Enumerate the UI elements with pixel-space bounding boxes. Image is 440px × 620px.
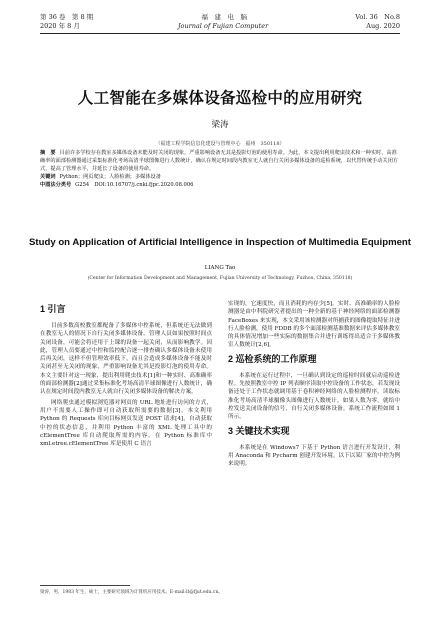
- paper-title-en: Study on Application of Artificial Intelligence in Inspection of Multimedia Equipment: [29, 237, 411, 248]
- paper-title-cn: 人工智能在多媒体设备巡检中的应用研究: [77, 88, 363, 107]
- header-rule: [40, 33, 400, 34]
- right-column: [228, 300, 400, 470]
- section-2-heading: 2 巡检系统的工作原理: [228, 353, 317, 364]
- keywords: [40, 173, 400, 181]
- section-1-paragraph-1: 目前多数高校教室都配备了多媒体中控系统，但系统还无法做到在教室无人的情况下自行关闭多媒体设备。管理人员如果按照时间点关闭设备，可能会将还用于上课的设备一起关闭，从而影响教学。因此，管理人员要通过中控和监控配合逐一排查确认多媒体设备未使用后再关闭，这样不但管理效率低下，而且会造成多媒体设备不能及时关闭甚至无关闭的现象，严重影响设备尤其是投影灯泡的使用寿命。本文主要针对这一现象，提出利用爬虫技术[1]和一种实时、高准确率的面部检测器[2]通过采集标准化考场高清半球图像进行人数统计，确认在规定时间段内教室无人就自行关闭多媒体设备的解决方案。: [40, 323, 212, 396]
- affiliation-cn: （福建工程学院信息化建设与管理中心 福州 350118）: [155, 141, 285, 147]
- clc-label: 中图法分类号: [40, 182, 72, 188]
- abstract-block: [40, 149, 400, 189]
- keywords-label: 关键词: [40, 174, 56, 180]
- affiliation-en: (Center for Information Development and Management, Fujian University of Technology, Fuzhou, China, 350118): [87, 276, 353, 281]
- clc-text: G254 DOI:10.16707/j.cnki.fjpc.2020.08.006: [75, 182, 194, 188]
- running-header: [40, 13, 400, 31]
- volume-en: Vol. 36 No.8: [355, 13, 400, 21]
- classification: [40, 181, 400, 189]
- abstract-text: 目前许多学校存在教室多媒体设备未能及时关闭的现象，严重影响设备无其是投影灯泡的使用寿命。为此，本文提出利用爬虫技术和一种实时、高准确率的面部检测器通过采集标准化考场高清半球图像进行人数统计，确认在规定时间段内教室无人就自行关闭多媒体设备的巡检系统，以代替传统手动关闭方式，提高了管理水平，并延长了设备的使用寿命。: [40, 150, 398, 172]
- abstract: [40, 149, 400, 173]
- author-cn: 梁涛: [211, 120, 229, 130]
- author-footnote: 梁涛，男，1983 年生，硕士，主要研究领域为计算机应用技术。E-mail:lt@fjut.edu.cn。: [40, 590, 223, 595]
- section-3-heading: 3 关键技术实现: [228, 425, 290, 436]
- volume-cn: 第 36 卷 第 8 期: [40, 13, 94, 21]
- section-1-paragraph-3: 实现的，它速度快，而且消耗的内存少[5]。实时、高准确率的人脸检测器是由中科院研究者提出的一种全新的基于神经网络的面部检测器 FaceBoxes 来实现，本文采用该检测器对所捕获的图像提取特征并进行人脸检测，使用 FDDB 的多个面部检测基准数据来评估多媒体教室的具体情况增加一些实际的数据集合并进行训练得出适合于多媒体教室人数统计[2,6]。: [228, 301, 400, 349]
- journal-name-en: Journal of Fujian Computer: [177, 22, 269, 30]
- footnote-rule: [40, 585, 130, 586]
- author-en: LIANG Tao: [204, 265, 236, 271]
- section-1-paragraph-2: 网络爬虫通过模拟浏览器对网页的 URL 地址进行访问的方式，用户不需要人工操作即可自动获取所需要的数据[3]。本文利用 Python 的 Requests 库向目标网页发送 POST 请求[4]，自动获取中控的状态信息，并利用 Python 丰富的 XML 处理工具中的 cElementTree 库自动爬取所需的内容。在 Python 标准库中 xml.etree.cElementTree 库是使用 C 语言: [40, 399, 212, 448]
- date-cn: 2020 年 8 月: [40, 22, 80, 30]
- section-1-heading: 1 引言: [40, 304, 66, 314]
- date-en: Aug. 2020: [366, 22, 400, 30]
- keywords-text: Python；网页爬虫；人脸检测；多媒体设备: [59, 174, 161, 180]
- section-3-paragraph-1: 本系统是在 Windows7 下基于 Python 语言进行开发设计，利用 Anaconda 和 Pycharm 创建开发环境。以下以某厂家的中控为例来说明。: [228, 444, 400, 468]
- section-2-paragraph-1: 本系统在运行过程中，一旦确认到设定的巡检时间就启动巡检进程。先按照教室中控 IP 列表顺序读取中控设备的工作状态，若发现设备还处于工作状态就调用基于卷积神经网络的人脸检测程序，读取标准化考场高清半球摄像头图像进行人数统计，如果人数为零，就给中控发送关闭设备的信号，自行关闭多媒体设备。系统工作流程如图 1 所示。: [228, 372, 400, 421]
- abstract-label: 摘 要: [40, 150, 56, 156]
- left-column: [40, 300, 212, 450]
- journal-name-cn: 福 建 电 脑: [201, 13, 247, 21]
